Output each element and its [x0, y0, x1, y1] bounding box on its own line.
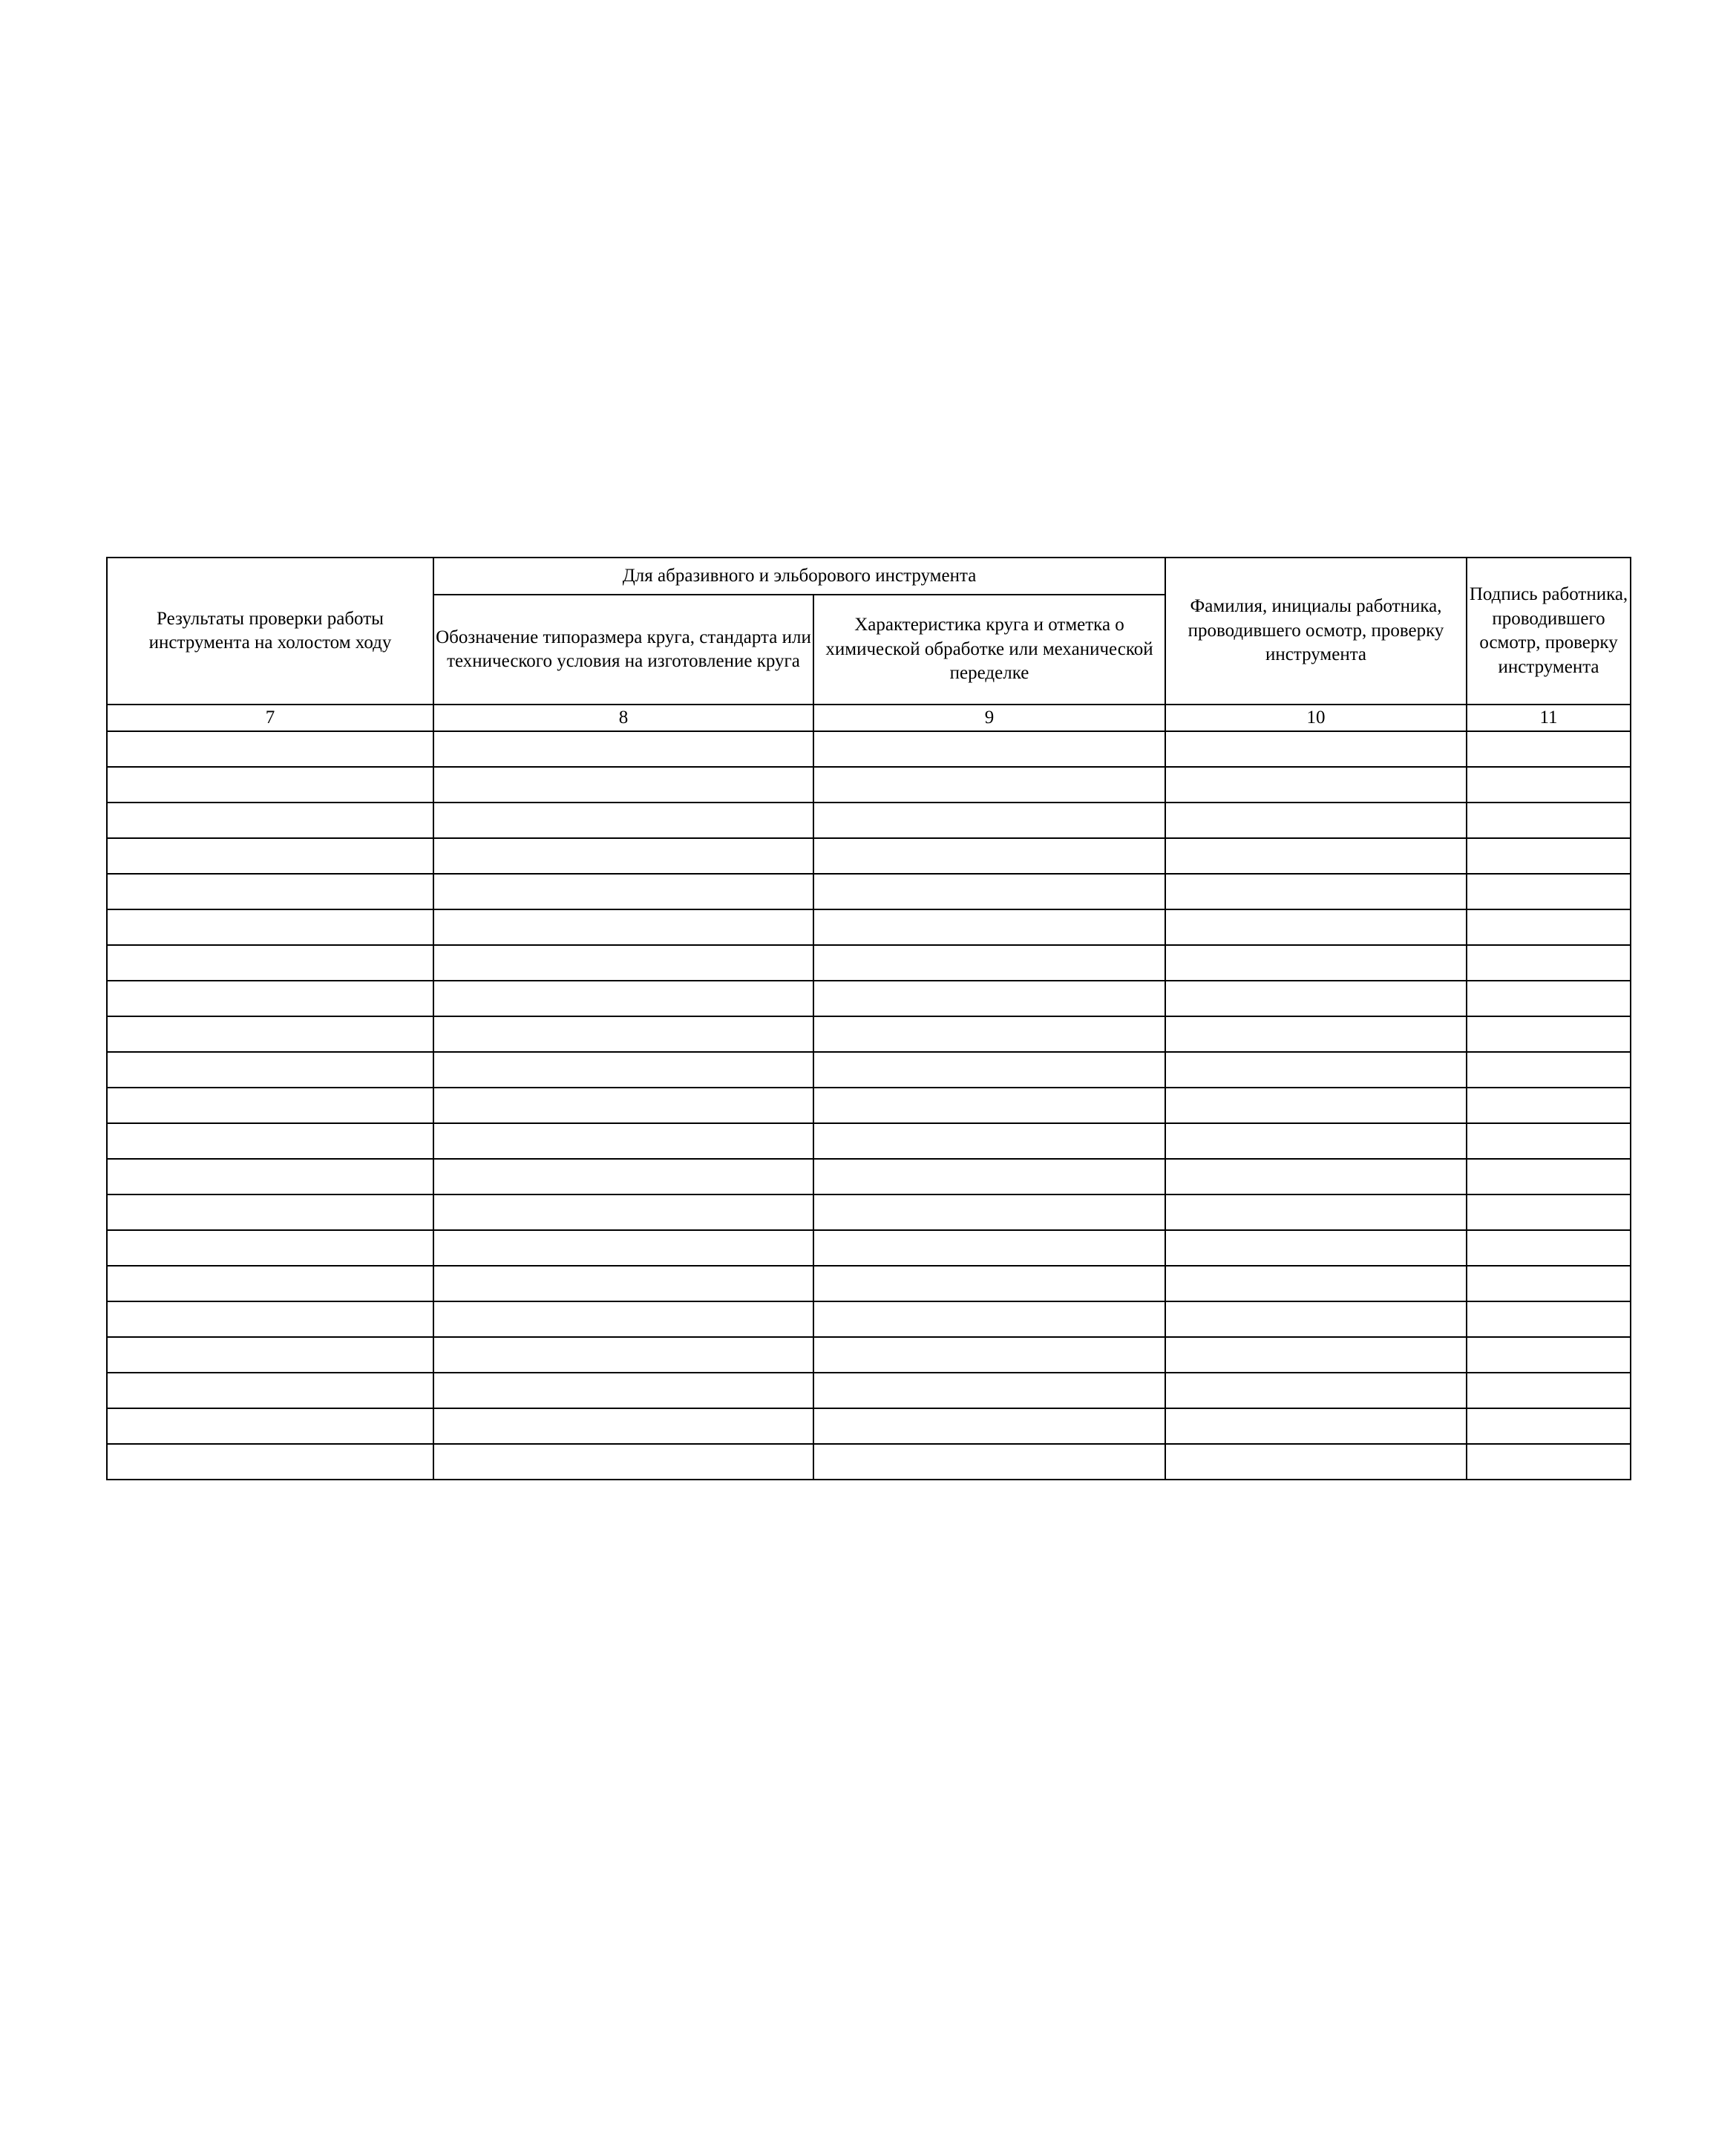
table-cell-8[interactable] — [433, 1301, 813, 1337]
table-cell-10[interactable] — [1165, 1230, 1467, 1266]
table-cell-10[interactable] — [1165, 1373, 1467, 1408]
table-cell-11[interactable] — [1467, 1337, 1631, 1373]
table-cell-9[interactable] — [813, 1088, 1165, 1123]
table-cell-9[interactable] — [813, 1159, 1165, 1194]
table-cell-7[interactable] — [107, 1230, 433, 1266]
table-cell-9[interactable] — [813, 909, 1165, 945]
table-cell-9[interactable] — [813, 731, 1165, 767]
table-cell-9[interactable] — [813, 1230, 1165, 1266]
table-cell-10[interactable] — [1165, 1052, 1467, 1088]
table-cell-9[interactable] — [813, 1052, 1165, 1088]
table-cell-9[interactable] — [813, 1194, 1165, 1230]
table-cell-7[interactable] — [107, 1337, 433, 1373]
table-row[interactable] — [107, 1301, 1631, 1337]
column-number-7: 7 — [107, 705, 433, 731]
header-row-top — [107, 558, 1631, 595]
table-cell-9[interactable] — [813, 767, 1165, 803]
table-cell-8[interactable] — [433, 1123, 813, 1159]
column-header-wheel-characteristics: Характеристика круга и отметка о химической обработке или механической переделке — [813, 595, 1165, 705]
table-cell-11[interactable] — [1467, 1373, 1631, 1408]
table-cell-7[interactable] — [107, 767, 433, 803]
table-cell-8[interactable] — [433, 1052, 813, 1088]
table-cell-9[interactable] — [813, 981, 1165, 1016]
table-row[interactable] — [107, 945, 1631, 981]
table-cell-11[interactable] — [1467, 803, 1631, 838]
column-header-inspector-name: Фамилия, инициалы работника, проводившего осмотр, проверку инструмента — [1165, 558, 1467, 705]
table-cell-11[interactable] — [1467, 1159, 1631, 1194]
table-cell-10[interactable] — [1165, 1408, 1467, 1444]
column-header-wheel-size-designation: Обозначение типоразмера круга, стандарта или технического условия на изготовление круга — [433, 595, 813, 705]
table-cell-10[interactable] — [1165, 767, 1467, 803]
table-cell-8[interactable] — [433, 1016, 813, 1052]
table-row[interactable] — [107, 1194, 1631, 1230]
table-cell-11[interactable] — [1467, 1230, 1631, 1266]
table-cell-10[interactable] — [1165, 981, 1467, 1016]
table-row[interactable] — [107, 1373, 1631, 1408]
table-cell-10[interactable] — [1165, 1159, 1467, 1194]
table-cell-7[interactable] — [107, 945, 433, 981]
table-cell-8[interactable] — [433, 1266, 813, 1301]
table-cell-7[interactable] — [107, 1373, 433, 1408]
table-cell-11[interactable] — [1467, 909, 1631, 945]
table-row[interactable] — [107, 1444, 1631, 1480]
table-cell-7[interactable] — [107, 1016, 433, 1052]
column-number-10: 10 — [1165, 705, 1467, 731]
table-cell-9[interactable] — [813, 1266, 1165, 1301]
table-cell-10[interactable] — [1165, 909, 1467, 945]
table-cell-10[interactable] — [1165, 1337, 1467, 1373]
table-cell-7[interactable] — [107, 731, 433, 767]
column-number-9: 9 — [813, 705, 1165, 731]
table-cell-10[interactable] — [1165, 803, 1467, 838]
table-cell-7[interactable] — [107, 981, 433, 1016]
table-cell-8[interactable] — [433, 909, 813, 945]
table-row[interactable] — [107, 1337, 1631, 1373]
table-cell-8[interactable] — [433, 1194, 813, 1230]
table-cell-9[interactable] — [813, 1301, 1165, 1337]
table-cell-9[interactable] — [813, 874, 1165, 909]
table-row[interactable] — [107, 1016, 1631, 1052]
table-cell-10[interactable] — [1165, 838, 1467, 874]
table-cell-10[interactable] — [1165, 874, 1467, 909]
table-cell-10[interactable] — [1165, 1016, 1467, 1052]
table-cell-8[interactable] — [433, 1373, 813, 1408]
table-cell-7[interactable] — [107, 838, 433, 874]
table-row[interactable] — [107, 803, 1631, 838]
table-row[interactable] — [107, 1230, 1631, 1266]
table-cell-11[interactable] — [1467, 945, 1631, 981]
table-row[interactable] — [107, 731, 1631, 767]
table-cell-7[interactable] — [107, 803, 433, 838]
register-table — [106, 557, 1631, 1480]
table-cell-9[interactable] — [813, 1444, 1165, 1480]
table-cell-8[interactable] — [433, 1230, 813, 1266]
column-number-8: 8 — [433, 705, 813, 731]
table-cell-8[interactable] — [433, 1337, 813, 1373]
table-cell-10[interactable] — [1165, 1088, 1467, 1123]
table-cell-9[interactable] — [813, 945, 1165, 981]
table-cell-7[interactable] — [107, 1123, 433, 1159]
table-cell-11[interactable] — [1467, 838, 1631, 874]
table-cell-9[interactable] — [813, 803, 1165, 838]
table-cell-8[interactable] — [433, 1159, 813, 1194]
table-cell-8[interactable] — [433, 945, 813, 981]
table-cell-11[interactable] — [1467, 981, 1631, 1016]
table-body — [107, 731, 1631, 1480]
table-cell-9[interactable] — [813, 1408, 1165, 1444]
table-cell-8[interactable] — [433, 1088, 813, 1123]
table-cell-7[interactable] — [107, 1408, 433, 1444]
table-cell-10[interactable] — [1165, 1266, 1467, 1301]
table-cell-8[interactable] — [433, 981, 813, 1016]
table-cell-11[interactable] — [1467, 1444, 1631, 1480]
table-cell-10[interactable] — [1165, 945, 1467, 981]
table-cell-8[interactable] — [433, 803, 813, 838]
table-cell-7[interactable] — [107, 874, 433, 909]
table-cell-7[interactable] — [107, 1088, 433, 1123]
table-cell-8[interactable] — [433, 874, 813, 909]
table-row[interactable] — [107, 1052, 1631, 1088]
table-row[interactable] — [107, 1123, 1631, 1159]
table-cell-11[interactable] — [1467, 731, 1631, 767]
table-cell-8[interactable] — [433, 731, 813, 767]
table-cell-11[interactable] — [1467, 1408, 1631, 1444]
table-cell-7[interactable] — [107, 1444, 433, 1480]
table-cell-7[interactable] — [107, 1266, 433, 1301]
table-row[interactable] — [107, 981, 1631, 1016]
table-cell-10[interactable] — [1165, 1444, 1467, 1480]
table-cell-11[interactable] — [1467, 1194, 1631, 1230]
table-cell-11[interactable] — [1467, 1266, 1631, 1301]
table-cell-9[interactable] — [813, 838, 1165, 874]
table-row[interactable] — [107, 1266, 1631, 1301]
table-cell-11[interactable] — [1467, 1016, 1631, 1052]
table-cell-11[interactable] — [1467, 874, 1631, 909]
table-cell-9[interactable] — [813, 1123, 1165, 1159]
table-cell-7[interactable] — [107, 1052, 433, 1088]
table-row[interactable] — [107, 909, 1631, 945]
table-cell-8[interactable] — [433, 1444, 813, 1480]
column-number-row — [107, 705, 1631, 731]
table-cell-10[interactable] — [1165, 731, 1467, 767]
register-table-container — [106, 557, 1630, 1480]
table-cell-7[interactable] — [107, 1301, 433, 1337]
table-cell-9[interactable] — [813, 1337, 1165, 1373]
table-row[interactable] — [107, 838, 1631, 874]
table-cell-11[interactable] — [1467, 1052, 1631, 1088]
table-cell-9[interactable] — [813, 1016, 1165, 1052]
table-row[interactable] — [107, 767, 1631, 803]
table-cell-11[interactable] — [1467, 1088, 1631, 1123]
table-header — [107, 558, 1631, 731]
table-row[interactable] — [107, 1408, 1631, 1444]
table-cell-8[interactable] — [433, 767, 813, 803]
table-cell-7[interactable] — [107, 1194, 433, 1230]
table-cell-11[interactable] — [1467, 767, 1631, 803]
table-cell-8[interactable] — [433, 1408, 813, 1444]
column-header-results-idle-run: Результаты проверки работы инструмента на холостом ходу — [107, 558, 433, 705]
column-group-header-abrasive-tool: Для абразивного и эльборового инструмента — [433, 558, 1165, 595]
table-cell-11[interactable] — [1467, 1123, 1631, 1159]
table-cell-10[interactable] — [1165, 1123, 1467, 1159]
column-header-inspector-signature: Подпись работника, проводившего осмотр, проверку инструмента — [1467, 558, 1631, 705]
table-cell-10[interactable] — [1165, 1301, 1467, 1337]
table-row[interactable] — [107, 1088, 1631, 1123]
table-cell-8[interactable] — [433, 838, 813, 874]
column-number-11: 11 — [1467, 705, 1631, 731]
table-cell-10[interactable] — [1165, 1194, 1467, 1230]
table-cell-11[interactable] — [1467, 1301, 1631, 1337]
table-row[interactable] — [107, 874, 1631, 909]
table-row[interactable] — [107, 1159, 1631, 1194]
table-cell-7[interactable] — [107, 1159, 433, 1194]
table-cell-7[interactable] — [107, 909, 433, 945]
table-cell-9[interactable] — [813, 1373, 1165, 1408]
